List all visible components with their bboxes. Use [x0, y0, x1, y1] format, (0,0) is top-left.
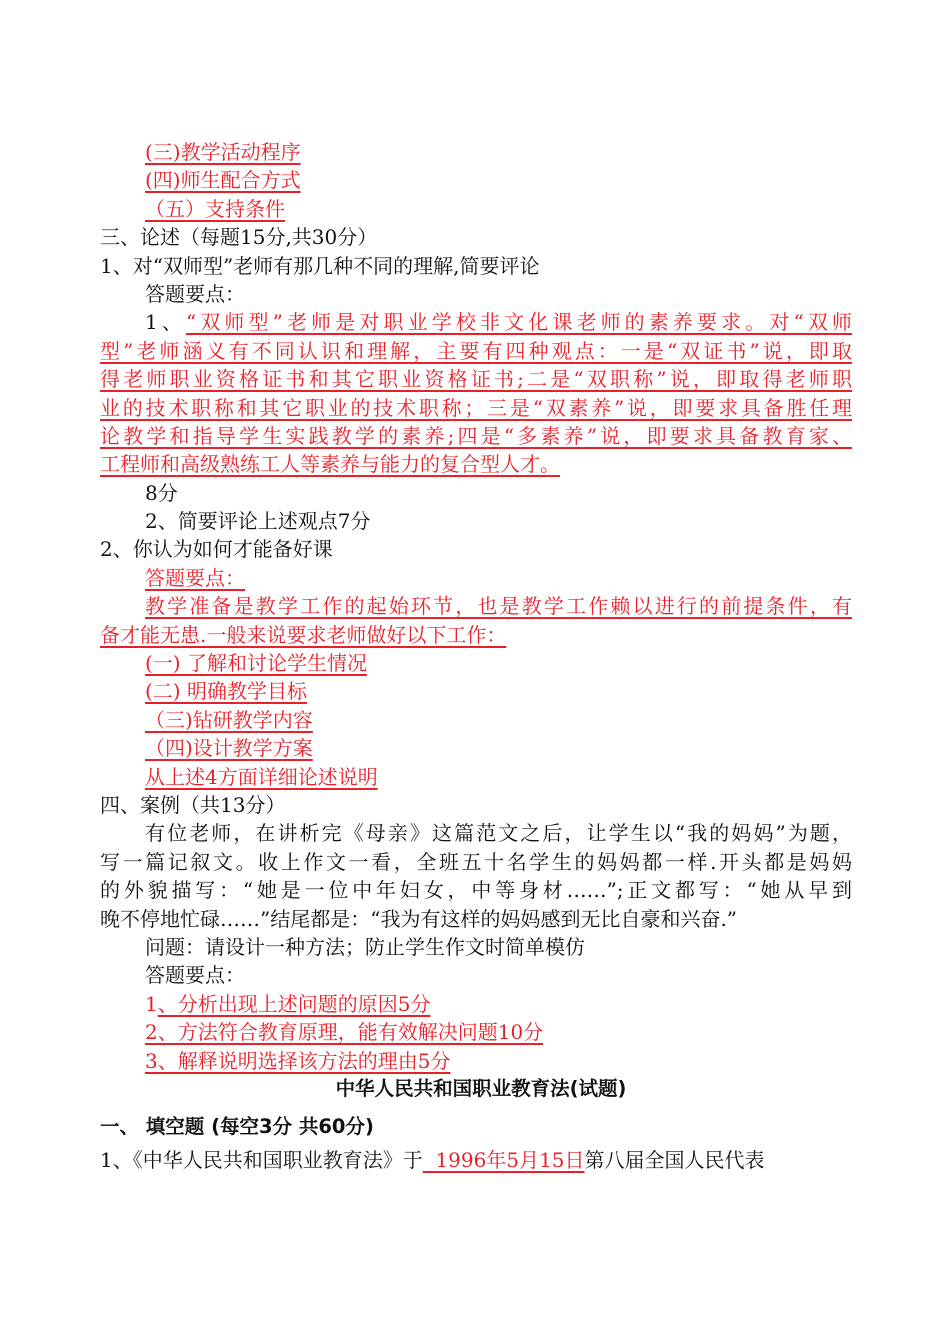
q2-answer-line: 备才能无患.一般来说要求老师做好以下工作：	[100, 622, 507, 647]
q1-answer-text: “双师型”老师是对职业学校非文化课老师的素养要求。对“双师	[185, 310, 852, 335]
test-q1-suffix: 第八届全国人民代表	[584, 1147, 765, 1172]
q2-item: (二) 明确教学目标	[145, 679, 307, 704]
test-q1-blank: 1996年5月15日	[422, 1147, 585, 1172]
case-line: 写一篇记叙文。收上作文一看，全班五十名学生的妈妈都一样.开头都是妈妈	[100, 849, 852, 874]
q2-item: （四)设计教学方案	[145, 736, 313, 761]
case-point-1-num: 1	[145, 991, 158, 1016]
fill-blank-heading: 一、 填空题 (每空3分 共60分)	[100, 1115, 374, 1139]
case-answer-key-label: 答题要点：	[145, 963, 245, 988]
test-q1-prefix: 1、《中华人民共和国职业教育法》于	[100, 1147, 423, 1172]
q1-answer-line	[100, 308, 852, 336]
q1-answer-line: 业的技术职称和其它职业的技术职称；三是“双素养”说，即要求具备胜任理	[100, 395, 852, 420]
case-point-1	[100, 990, 852, 1018]
q1-answer-block	[100, 308, 852, 478]
section-three-heading: 三、论述（每题15分,共30分）	[100, 225, 378, 250]
q1-point-2: 2、简要评论上述观点7分	[145, 509, 371, 534]
case-point-3: 3、解释说明选择该方法的理由5分	[145, 1048, 451, 1073]
q1-answer-line: 论教学和指导学生实践教学的素养;四是“多素养”说，即要求具备教育家、	[100, 423, 852, 448]
q2-item: 从上述4方面详细论述说明	[145, 764, 378, 789]
q2-answer-line: 教学准备是教学工作的起始环节，也是教学工作赖以进行的前提条件，有	[145, 594, 852, 619]
section-four-heading: 四、案例（共13分）	[100, 792, 286, 817]
q2-item: (一) 了解和讨论学生情况	[145, 651, 367, 676]
q1-answer-num: 1、	[145, 310, 186, 335]
case-line: 有位老师，在讲析完《母亲》这篇范文之后，让学生以“我的妈妈”为题，	[145, 821, 852, 846]
case-line: 的外貌描写：“她是一位中年妇女，中等身材……”;正文都写：“她从早到	[100, 878, 852, 903]
case-question: 问题：请设计一种方法；防止学生作文时简单模仿	[145, 934, 585, 959]
q1-answer-line: 型”老师涵义有不同认识和理解，主要有四种观点：一是“双证书”说，即取	[100, 338, 852, 363]
q1-answer-line: 工程师和高级熟练工人等素养与能力的复合型人才。	[100, 452, 560, 477]
support-conditions-item: （五）支持条件	[145, 196, 285, 221]
teacher-student-mode-item: (四)师生配合方式	[145, 168, 301, 193]
case-point-1-text: 、分析出现上述问题的原因5分	[157, 991, 431, 1016]
activity-procedure-item: (三)教学活动程序	[145, 140, 301, 164]
question-2: 2、你认为如何才能备好课	[100, 537, 333, 562]
q1-answer-key-label: 答题要点：	[145, 281, 245, 306]
test-title: 中华人民共和国职业教育法(试题)	[335, 1076, 627, 1100]
q2-item: （三)钻研教学内容	[145, 707, 313, 732]
document-page	[100, 138, 852, 1174]
question-1: 1、对“双师型”老师有那几种不同的理解,简要评论	[100, 253, 540, 278]
q1-answer-line: 得老师职业资格证书和其它职业资格证书;二是“双职称”说，即取得老师职	[100, 367, 852, 392]
case-point-2: 2、方法符合教育原理，能有效解决问题10分	[145, 1020, 544, 1045]
q1-score: 8分	[145, 480, 178, 505]
case-line: 晚不停地忙碌……”结尾都是：“我为有这样的妈妈感到无比自豪和兴奋.”	[100, 906, 738, 931]
q2-answer-key-label: 答题要点：	[145, 565, 245, 590]
test-question-1	[100, 1146, 852, 1174]
